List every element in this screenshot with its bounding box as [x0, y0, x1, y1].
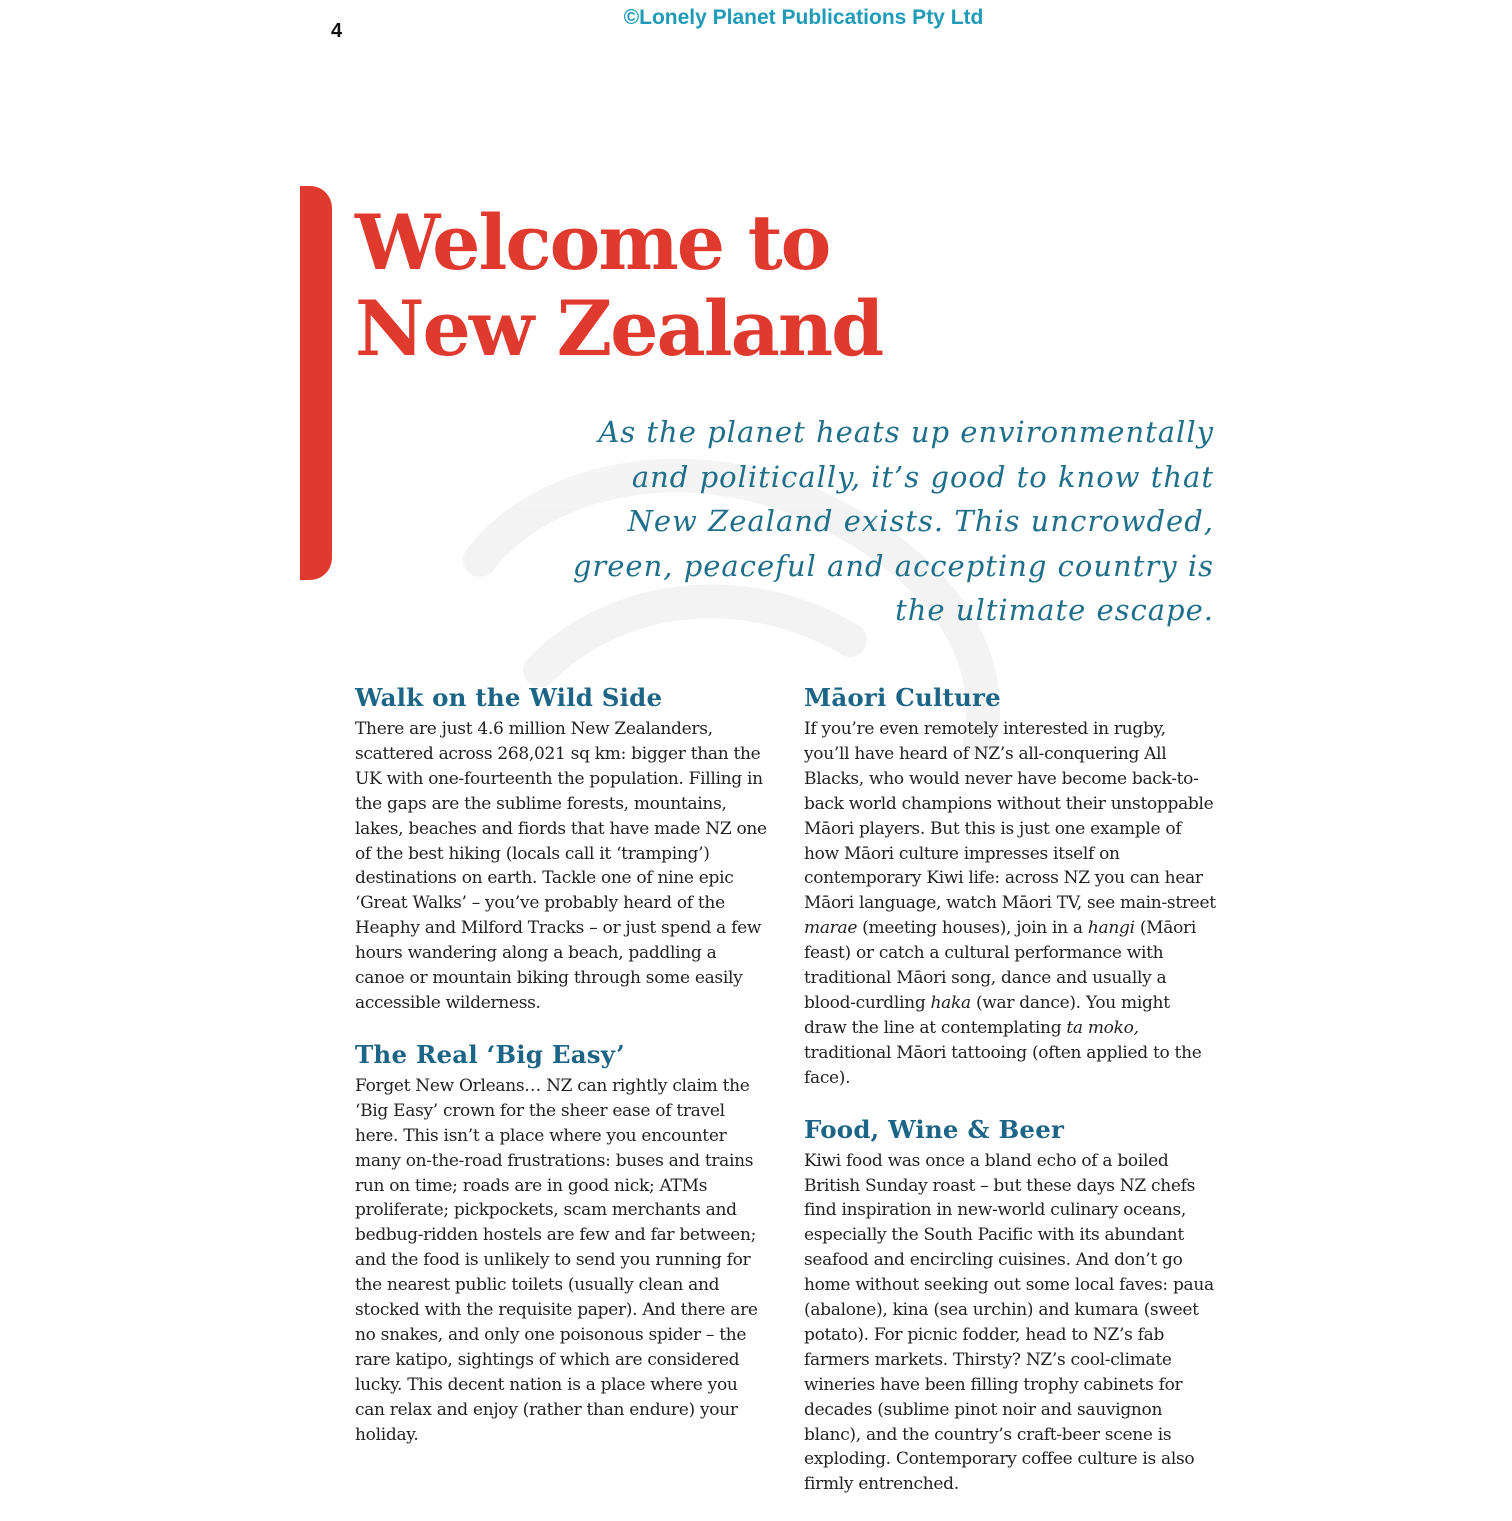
section-heading-food: Food, Wine & Beer [804, 1114, 1065, 1144]
section-heading-maori: Māori Culture [804, 683, 1001, 712]
section-body-big-easy: Forget New Orleans… NZ can rightly claim the ‘Big Easy’ crown for the sheer ease of travel here. This isn’t a place where you encounter many on-the-road frustrations: buses and trains run on time; roads are in good nick; ATMs proliferate; pickpockets, scam merchants and bedbug-ridden hostels are few and far between; and the food is unlikely to send you running for the nearest public toilets (usually clean and stocked with the requisite paper). And there are no snakes, and only one poisonous spider – the rare katipo, sightings of which are considered lucky. This decent nation is a place where you can relax and enjoy (rather than endure) your holiday. [355, 1075, 758, 1445]
maori-term-ta-moko: ta moko, [1066, 1017, 1139, 1038]
copyright-notice: ©Lonely Planet Publications Pty Ltd [623, 6, 984, 29]
section-heading-big-easy: The Real ‘Big Easy’ [355, 1039, 625, 1069]
maori-term-hangi: hangi [1087, 918, 1135, 939]
intro-paragraph: As the planet heats up environmentally and politically, it’s good to know that New Zealand exists. This uncrowded, green, peaceful and accepting country is the ultimate escape. [572, 415, 1214, 627]
section-body-walk: There are just 4.6 million New Zealanders, scattered across 268,021 sq km: bigger than the UK with one-fourteenth the population. Filling in the gaps are the sublime forests, mountains, lakes, beaches and fiords that have made NZ one of the best hiking (locals call it ‘tramping’) destinations on earth. Tackle one of nine epic ‘Great Walks’ – you’ve probably heard of the Heaphy and Milford Tracks – or just spend a few hours wandering along a beach, paddling a canoe or mountain biking through some easily accessible wilderness. [355, 719, 767, 1013]
page-number: 4 [331, 20, 343, 42]
maori-text-2: (meeting houses), join in a [857, 918, 1088, 939]
maori-text-3: (Māori feast) or catch a cultural performance with traditional Māori song, dance and usually a blood-curdling [804, 918, 1197, 1013]
maori-text-1: If you’re even remotely interested in rugby, you’ll have heard of NZ’s all-conquering All Blacks, who would never have become back-to-back world champions without their unstoppable Māori players. But this is just one example of how Māori culture impresses itself on contemporary Kiwi life: across NZ you can hear Māori language, watch Māori TV, see main-street [804, 719, 1216, 914]
maori-text-5: traditional Māori tattooing (often applied to the face). [804, 1042, 1202, 1088]
accent-bar [300, 186, 332, 580]
section-body-food: Kiwi food was once a bland echo of a boiled British Sunday roast – but these days NZ chefs find inspiration in new-world culinary oceans, especially the South Pacific with its abundant seafood and encircling cuisines. And don’t go home without seeking out some local faves: paua (abalone), kina (sea urchin) and kumara (sweet potato). For picnic fodder, head to NZ’s fab farmers markets. Thirsty? NZ’s cool-climate wineries have been filling trophy cabinets for decades (sublime pinot noir and sauvignon blanc), and the country’s craft-beer scene is exploding. Contemporary coffee culture is also firmly entrenched. [804, 1150, 1214, 1495]
left-column [355, 683, 767, 1471]
section-heading-walk: Walk on the Wild Side [355, 683, 663, 712]
maori-term-marae: marae [804, 918, 858, 939]
section-body-maori [804, 717, 1216, 1091]
page-title: Welcome to New Zealand [355, 198, 883, 373]
maori-text-4: (war dance). You might draw the line at contemplating [804, 992, 1170, 1038]
right-column [804, 683, 1216, 1521]
maori-term-haka: haka [930, 992, 971, 1013]
